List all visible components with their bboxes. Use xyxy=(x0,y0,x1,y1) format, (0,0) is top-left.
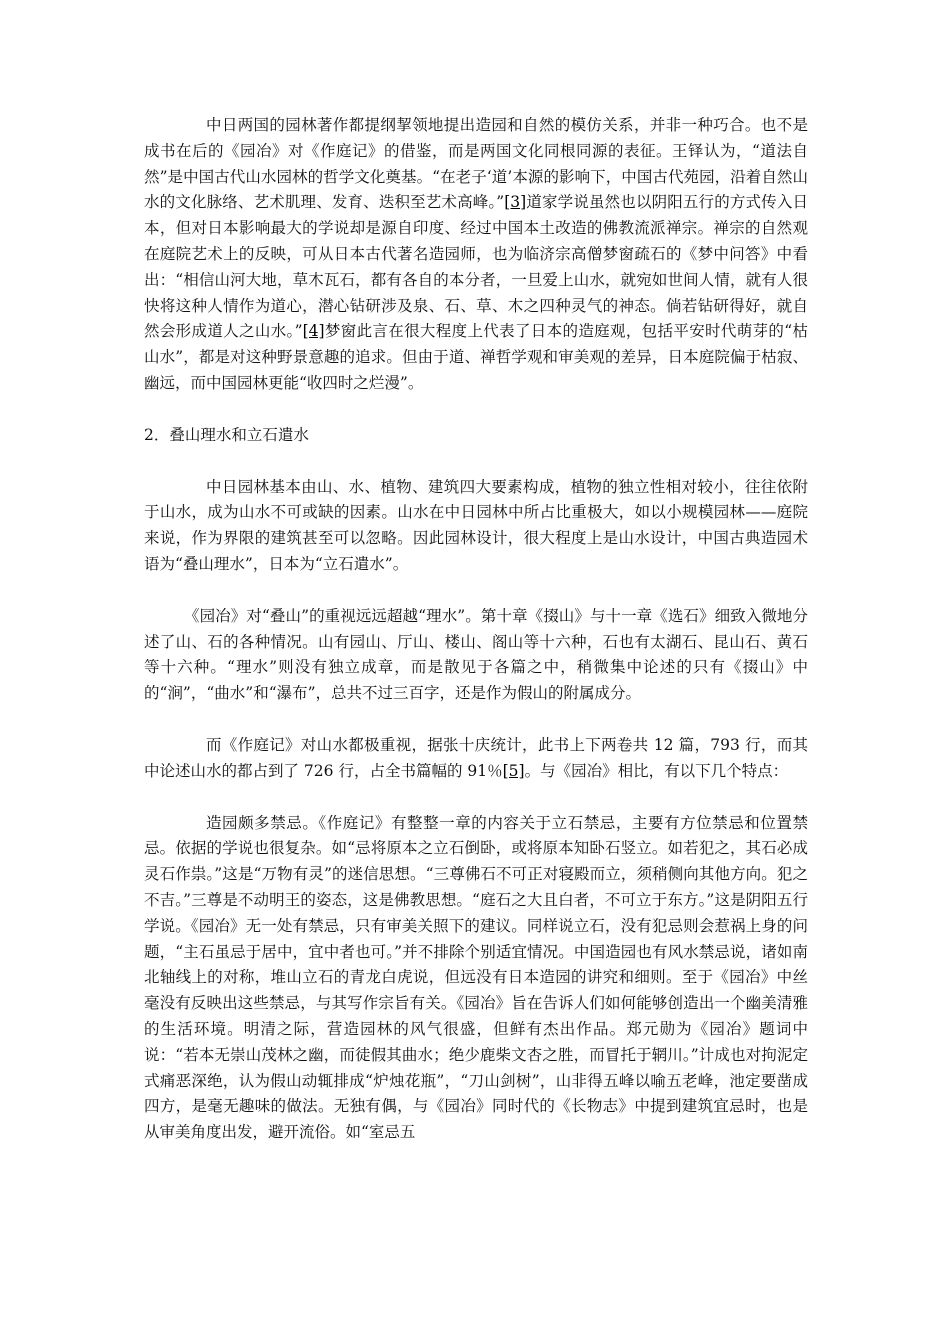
citation-link-3[interactable]: [3] xyxy=(504,193,527,212)
paragraph-1-text-b: 道家学说虽然也以阴阳五行的方式传入日本，但对日本影响最大的学说却是源自印度、经过中国本土改造的佛教流派禅宗。禅宗的自然观在庭院艺术上的反映，可从日本古代著名造园师，也为临济宗高僧梦窗疏石的《梦中问答》中看出：“相信山河大地，草木瓦石，都有各自的本分者，一旦爱上山水，就宛如世间人情，就有人很快将这种人情作为道心，潜心钻研涉及泉、石、草、木之四种灵气的神态。倘若钻研得好，就自然会形成道人之山水。” xyxy=(144,193,808,341)
paragraph-1-text-a: 中日两国的园林著作都提纲挈领地提出造园和自然的模仿关系，并非一种巧合。也不是成书在后的《园冶》对《作庭记》的借鉴，而是两国文化同根同源的表征。王铎认为，“道法自然”是中国古代山水园林的哲学文化奠基。“在老子‘道’本源的影响下，中国古代苑园，沿着自然山水的文化脉络、艺术肌理、发育、迭积至艺术高峰。” xyxy=(144,116,808,212)
section-heading: 2．叠山理水和立石遣水 xyxy=(144,425,309,444)
paragraph-4-text-a: 而《作庭记》对山水都极重视，据张十庆统计，此书上下两卷共 12 篇，793 行，而其中论述山水的都占到了 726 行，占全书篇幅的 91％ xyxy=(144,735,808,780)
paragraph-4 xyxy=(144,733,808,785)
paragraph-4-text-b: 。与《园冶》相比，有以下几个特点： xyxy=(524,761,789,780)
document-page xyxy=(144,113,808,1146)
paragraph-2: 中日园林基本由山、水、植物、建筑四大要素构成，植物的独立性相对较小，往往依附于山水，成为山水不可或缺的因素。山水在中日园林中所占比重极大，如以小规模园林——庭院来说，作为界限的建筑甚至可以忽略。因此园林设计，很大程度上是山水设计，中国古典造园术语为“叠山理水”，日本为“立石遣水”。 xyxy=(144,477,808,573)
paragraph-1 xyxy=(144,113,808,397)
paragraph-3: 《园冶》对“叠山”的重视远远超越“理水”。第十章《掇山》与十一章《选石》细致入微地分述了山、石的各种情况。山有园山、厅山、楼山、阁山等十六种，石也有太湖石、昆山石、黄石等十六种。“理水”则没有独立成章，而是散见于各篇之中，稍微集中论述的只有《掇山》中的“涧”，“曲水”和“瀑布”，总共不过三百字，还是作为假山的附属成分。 xyxy=(144,606,808,703)
paragraph-5: 造园颇多禁忌。《作庭记》有整整一章的内容关于立石禁忌，主要有方位禁忌和位置禁忌。依据的学说也很复杂。如“忌将原本之立石倒卧，或将原本知卧石竖立。如若犯之，其石必成灵石作祟。”这是“万物有灵”的迷信思想。“三尊佛石不可正对寝殿而立，须稍侧向其他方向。犯之不吉。”三尊是不动明王的姿态，这是佛教思想。“庭石之大且白者，不可立于东方。”这是阴阳五行学说。《园冶》无一处有禁忌，只有审美关照下的建议。同样说立石，没有犯忌则会惹祸上身的问题，“主石虽忌于居中，宜中者也可。”并不排除个别适宜情况。中国造园也有风水禁忌说，诸如南北轴线上的对称，堆山立石的青龙白虎说，但远没有日本造园的讲究和细则。至于《园冶》中丝毫没有反映出这些禁忌，与其写作宗旨有关。《园冶》旨在告诉人们如何能够创造出一个幽美清雅的生活环境。明清之际，营造园林的风气很盛，但鲜有杰出作品。郑元勋为《园冶》题词中说：“若本无崇山茂林之幽，而徒假其曲水；绝少鹿柴文杏之胜，而冒托于辋川。”计成也对拘泥定式痛恶深绝，认为假山动辄排成“炉烛花瓶”，“刀山剑树”，山非得五峰以喻五老峰，池定要凿成四方，是毫无趣味的做法。无独有偶，与《园冶》同时代的《长物志》中提到建筑宜忌时，也是从审美角度出发，避开流俗。如“室忌五 xyxy=(144,813,808,1142)
citation-link-4[interactable]: [4] xyxy=(302,322,325,341)
citation-link-5[interactable]: [5] xyxy=(502,761,525,780)
paragraph-1-text-c: 梦窗此言在很大程度上代表了日本的造庭观，包括平安时代萌芽的“枯山水”，都是对这种野景意趣的追求。但由于道、禅哲学观和审美观的差异，日本庭院偏于枯寂、幽远，而中国园林更能“收四时之烂漫”。 xyxy=(144,322,808,392)
